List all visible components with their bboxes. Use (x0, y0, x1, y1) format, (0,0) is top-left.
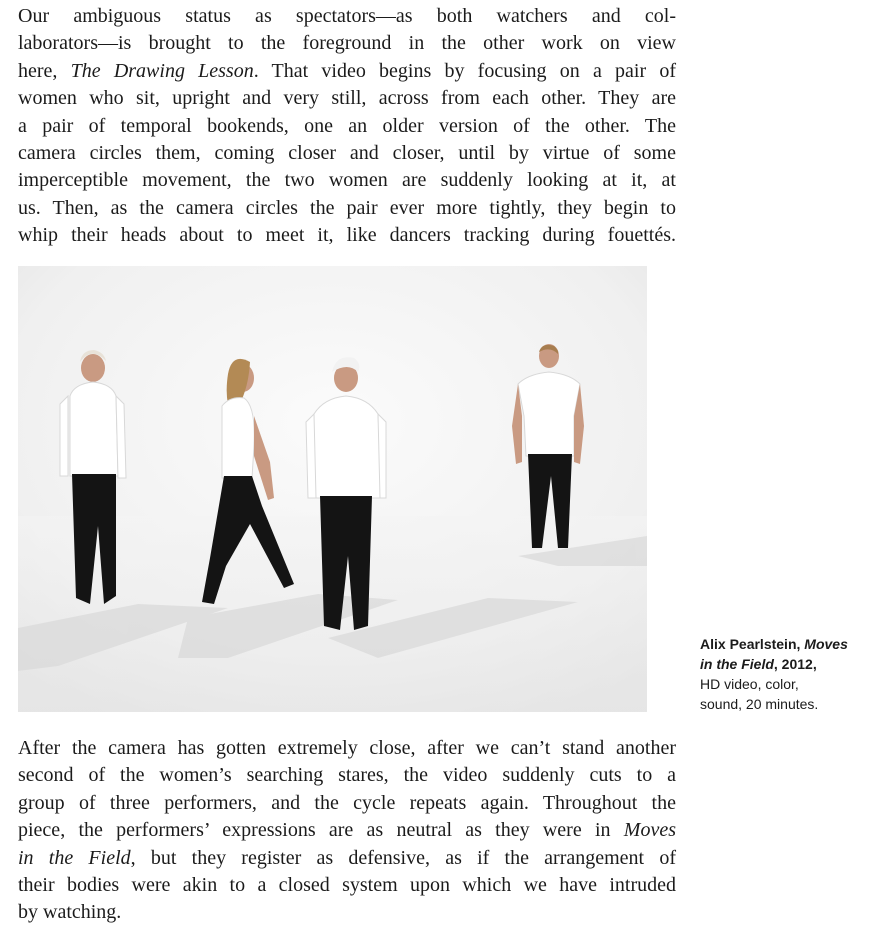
caption-line (700, 654, 870, 674)
text-line: Our ambiguous status as spectators—as both watchers and col- (18, 5, 676, 27)
text-line: a pair of temporal bookends, one an older version of the other. The (18, 114, 676, 137)
caption-year: , 2012, (773, 656, 817, 672)
body-paragraph-2 (18, 735, 676, 927)
figure-caption (700, 634, 870, 714)
caption-artist: Alix Pearlstein, (700, 636, 801, 652)
text-line: second of the women’s searching stares, the video suddenly cuts to a (18, 764, 676, 787)
text-line: whip their heads about to meet it, like dancers tracking during fouettés. (18, 224, 676, 247)
text-line: imperceptible movement, the two women are suddenly looking at it, at (18, 169, 676, 192)
caption-line (700, 634, 870, 654)
text-run: here, (18, 59, 71, 82)
caption-details: sound, 20 minutes. (700, 696, 819, 712)
caption-medium: HD video, color, (700, 676, 799, 692)
text-line (18, 845, 676, 872)
performance-photo (18, 266, 647, 712)
work-title: in the Field (18, 846, 131, 869)
text-line: their bodies were akin to a closed system upon which we have intruded (18, 874, 676, 897)
caption-title: Moves (804, 636, 848, 652)
text-run: . That video begins by focusing on a pair of (253, 59, 676, 82)
text-line: us. Then, as the camera circles the pair ever more tightly, they begin to (18, 196, 676, 219)
body-paragraph-1 (18, 3, 676, 250)
text-line: women who sit, upright and very still, across from each other. They are (18, 87, 676, 110)
text-line: by watching. (18, 901, 122, 924)
text-line (18, 817, 676, 844)
text-line: group of three performers, and the cycle repeats again. Throughout the (18, 791, 676, 814)
caption-title: in the Field (700, 656, 774, 672)
text-line (18, 58, 676, 85)
text-run: piece, the performers’ expressions are as neutral as they were in (18, 819, 624, 842)
text-line: laborators—is brought to the foreground in the other work on view (18, 32, 676, 55)
text-line: camera circles them, coming closer and closer, until by virtue of some (18, 142, 676, 165)
photo-image (18, 266, 647, 712)
text-run: , but they register as defensive, as if the arrangement of (130, 846, 676, 869)
work-title: Moves (623, 819, 676, 842)
text-line: After the camera has gotten extremely close, after we can’t stand another (18, 737, 676, 759)
work-title: The Drawing Lesson (70, 59, 254, 82)
